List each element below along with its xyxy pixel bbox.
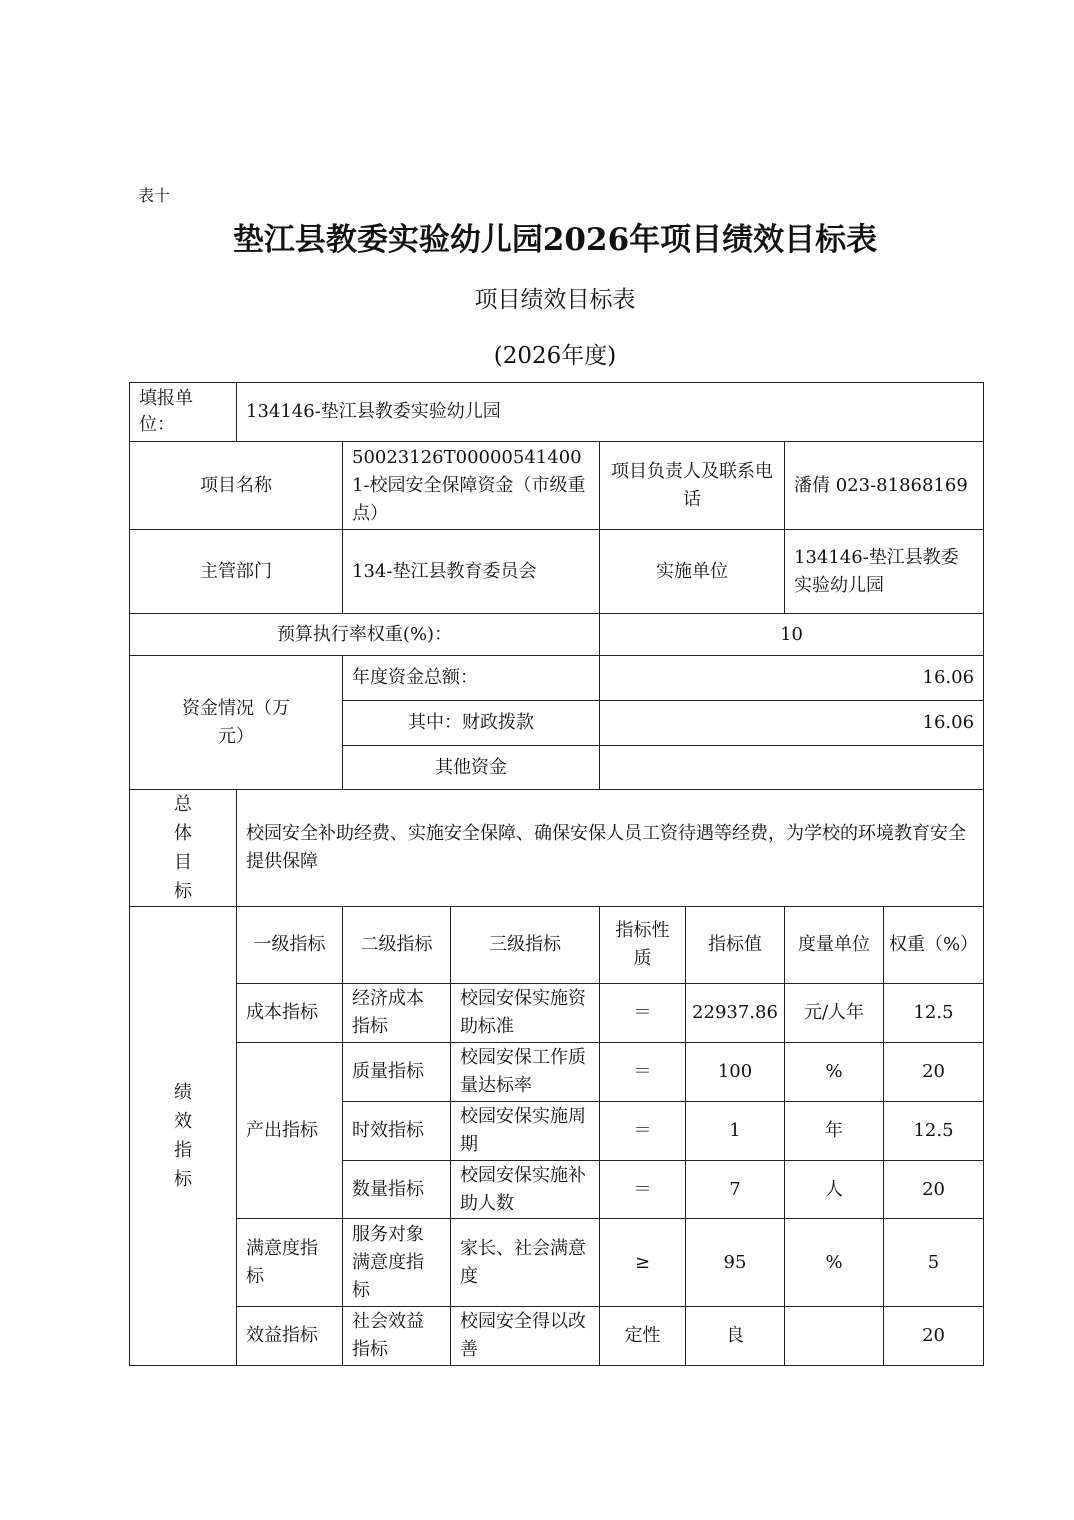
weight: 12.5 [884, 1102, 984, 1161]
header-nature: 指标性质 [600, 907, 686, 984]
l2: 数量指标 [343, 1161, 451, 1219]
nature: ＝ [600, 1161, 686, 1219]
funds-fiscal-label: 其中：财政拨款 [343, 701, 600, 746]
unit: 元/人年 [785, 984, 884, 1043]
l1: 效益指标 [237, 1307, 343, 1366]
l3: 校园安保实施补助人数 [451, 1161, 600, 1219]
unit: % [785, 1043, 884, 1102]
l2: 服务对象满意度指标 [343, 1219, 451, 1307]
goal-text: 校园安全补助经费、实施安全保障、确保安保人员工资待遇等经费，为学校的环境教育安全提供保障 [237, 790, 984, 907]
header-l1: 一级指标 [237, 907, 343, 984]
l1: 成本指标 [237, 984, 343, 1043]
goal-label: 总体目标 [174, 794, 192, 902]
contact-label: 项目负责人及联系电话 [600, 442, 785, 530]
header-unit: 度量单位 [785, 907, 884, 984]
page-title: 垫江县教委实验幼儿园2026年项目绩效目标表 [232, 222, 878, 258]
value: 95 [686, 1219, 785, 1307]
funds-total-value: 16.06 [600, 656, 984, 701]
weight: 5 [884, 1219, 984, 1307]
table-number: 表十 [138, 186, 171, 205]
funds-other-label: 其他资金 [343, 746, 600, 790]
weight: 12.5 [884, 984, 984, 1043]
budget-weight-value: 10 [600, 614, 984, 656]
l3: 校园安保实施资助标准 [451, 984, 600, 1043]
table-row [130, 1043, 984, 1102]
nature: ＝ [600, 1043, 686, 1102]
contact-value: 潘倩 023-81868169 [785, 442, 984, 530]
indicators-label: 绩效指标 [174, 1082, 192, 1190]
performance-table [129, 382, 984, 1366]
unit-label: 填报单位： [130, 383, 237, 442]
unit-value: 134146-垫江县教委实验幼儿园 [237, 383, 984, 442]
value: 良 [686, 1307, 785, 1366]
subtitle: 项目绩效目标表 [474, 287, 636, 313]
l2: 质量指标 [343, 1043, 451, 1102]
funds-total-label: 年度资金总额： [343, 656, 600, 701]
dept-label: 主管部门 [130, 530, 343, 614]
weight: 20 [884, 1307, 984, 1366]
l3: 校园安保实施周期 [451, 1102, 600, 1161]
l1: 满意度指标 [237, 1219, 343, 1307]
project-name-label: 项目名称 [130, 442, 343, 530]
unit: % [785, 1219, 884, 1307]
header-weight: 权重（%） [884, 907, 984, 984]
budget-weight-label: 预算执行率权重(%)： [130, 614, 600, 656]
l3: 家长、社会满意度 [451, 1219, 600, 1307]
l2: 经济成本指标 [343, 984, 451, 1043]
year-label: (2026年度) [493, 343, 617, 369]
funds-fiscal-value: 16.06 [600, 701, 984, 746]
funds-label: 资金情况（万元） [130, 656, 343, 790]
impl-value: 134146-垫江县教委实验幼儿园 [785, 530, 984, 614]
header-l3: 三级指标 [451, 907, 600, 984]
nature: ＝ [600, 1102, 686, 1161]
value: 100 [686, 1043, 785, 1102]
value: 7 [686, 1161, 785, 1219]
table-row [130, 1219, 984, 1307]
dept-value: 134-垫江县教育委员会 [343, 530, 600, 614]
weight: 20 [884, 1043, 984, 1102]
l3: 校园安保工作质量达标率 [451, 1043, 600, 1102]
table-row [130, 1307, 984, 1366]
unit [785, 1307, 884, 1366]
impl-label: 实施单位 [600, 530, 785, 614]
l1: 产出指标 [237, 1043, 343, 1219]
value: 1 [686, 1102, 785, 1161]
weight: 20 [884, 1161, 984, 1219]
l2: 时效指标 [343, 1102, 451, 1161]
table-row [130, 984, 984, 1043]
funds-other-value [600, 746, 984, 790]
value: 22937.86 [686, 984, 785, 1043]
nature: ＝ [600, 984, 686, 1043]
header-l2: 二级指标 [343, 907, 451, 984]
header-value: 指标值 [686, 907, 785, 984]
nature: ≥ [600, 1219, 686, 1307]
project-name-value: 50023126T000005414001-校园安全保障资金（市级重点） [343, 442, 600, 530]
l2: 社会效益指标 [343, 1307, 451, 1366]
unit: 年 [785, 1102, 884, 1161]
unit: 人 [785, 1161, 884, 1219]
nature: 定性 [600, 1307, 686, 1366]
l3: 校园安全得以改善 [451, 1307, 600, 1366]
